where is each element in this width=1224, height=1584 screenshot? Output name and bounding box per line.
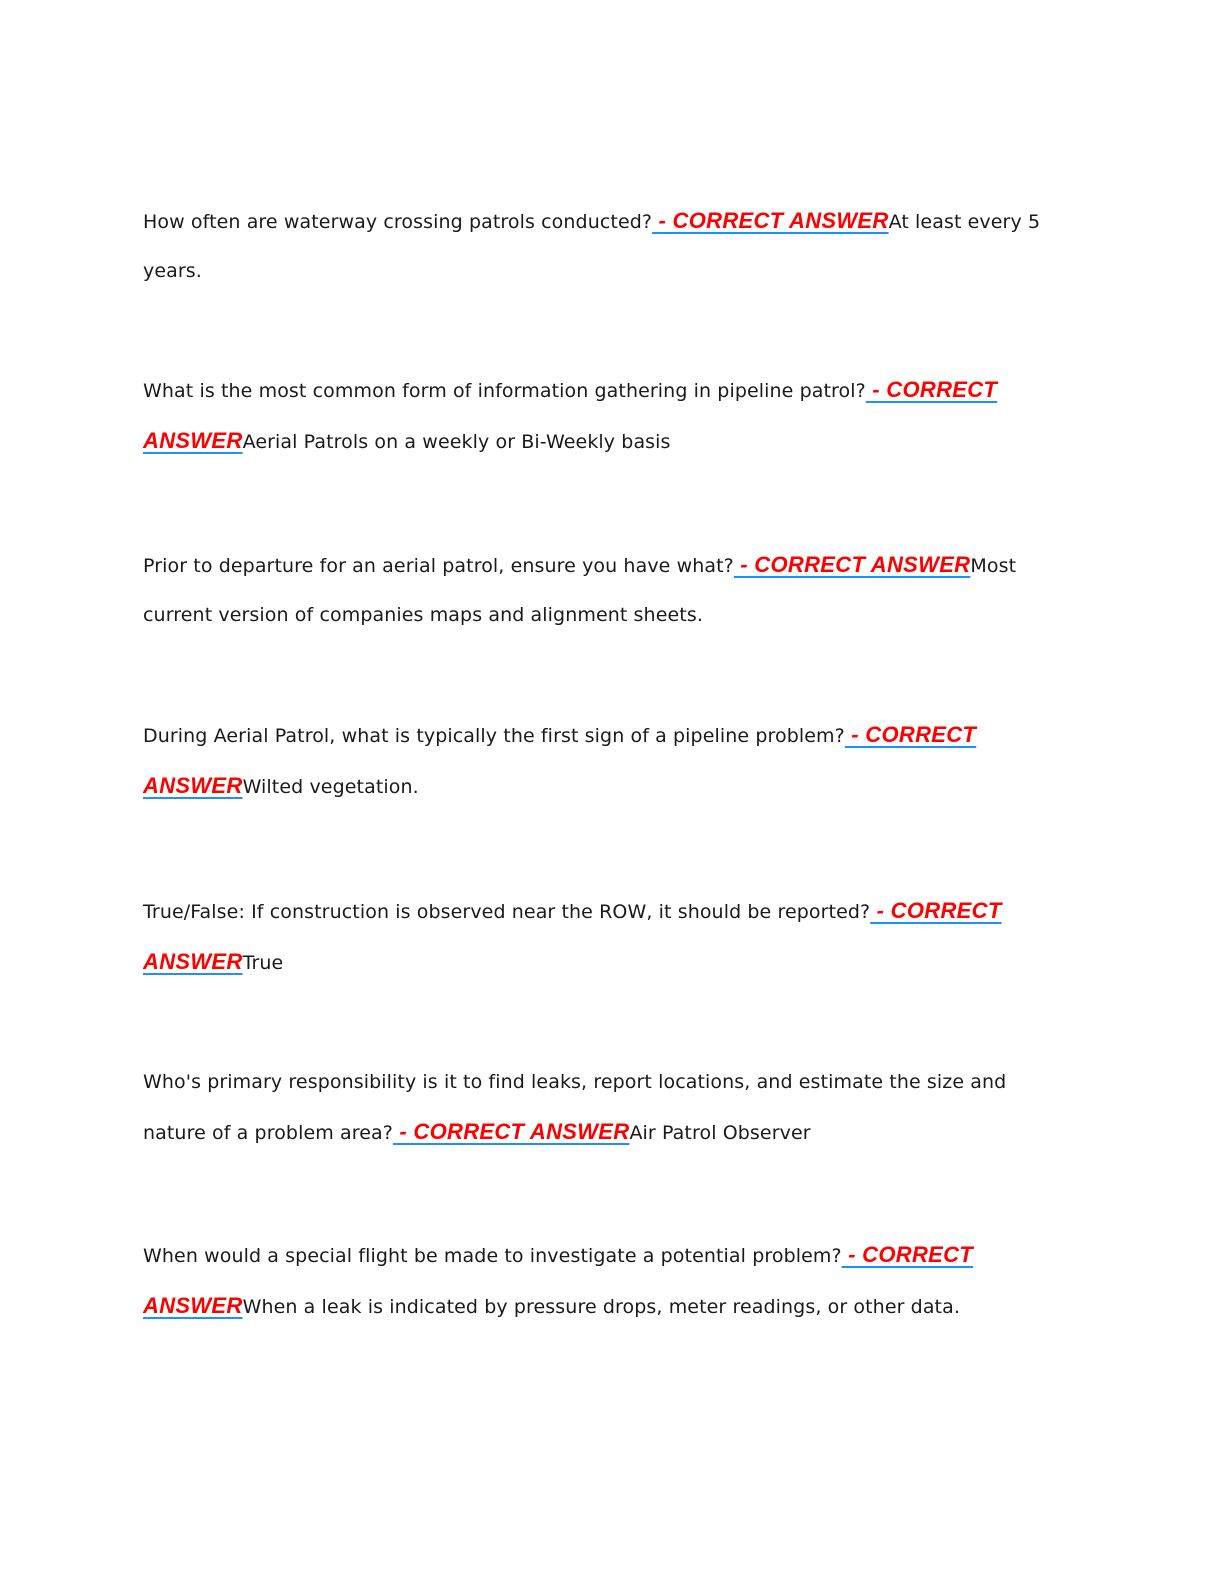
answer-text: At least every 5 years.	[143, 211, 1041, 282]
answer-text: Wilted vegetation.	[242, 776, 419, 798]
qa-item	[143, 886, 1073, 988]
qa-item	[143, 540, 1073, 640]
correct-answer-marker: - CORRECT ANSWER	[143, 898, 1002, 974]
answer-text: True	[242, 952, 284, 974]
question-text: What is the most common form of information gathering in pipeline patrol?	[143, 380, 866, 402]
answer-text: When a leak is indicated by pressure drops, meter readings, or other data.	[242, 1296, 960, 1318]
answer-text: Aerial Patrols on a weekly or Bi-Weekly basis	[242, 431, 671, 453]
answer-text: Air Patrol Observer	[629, 1122, 811, 1144]
qa-item	[143, 710, 1073, 812]
question-text: When would a special flight be made to investigate a potential problem?	[143, 1245, 842, 1267]
question-text: How often are waterway crossing patrols conducted?	[143, 211, 653, 233]
qa-item	[143, 365, 1073, 467]
question-text: During Aerial Patrol, what is typically the first sign of a pipeline problem?	[143, 725, 845, 747]
qa-item	[143, 1230, 1073, 1332]
correct-answer-marker: - CORRECT ANSWER	[143, 1242, 974, 1318]
correct-answer-marker: - CORRECT ANSWER	[392, 1119, 630, 1144]
correct-answer-marker: - CORRECT ANSWER	[733, 552, 971, 577]
qa-item	[143, 1058, 1073, 1158]
correct-answer-marker: - CORRECT ANSWER	[652, 208, 889, 233]
question-text: Who's primary responsibility is it to find leaks, report locations, and estimate the size and nature of a problem area?	[143, 1071, 1007, 1144]
qa-item	[143, 196, 1073, 296]
correct-answer-marker: - CORRECT ANSWER	[143, 722, 977, 798]
answer-text: Most current version of companies maps and alignment sheets.	[143, 555, 1017, 626]
correct-answer-marker: - CORRECT ANSWER	[143, 377, 998, 453]
question-text: Prior to departure for an aerial patrol, ensure you have what?	[143, 555, 734, 577]
question-text: True/False: If construction is observed near the ROW, it should be reported?	[143, 901, 871, 923]
